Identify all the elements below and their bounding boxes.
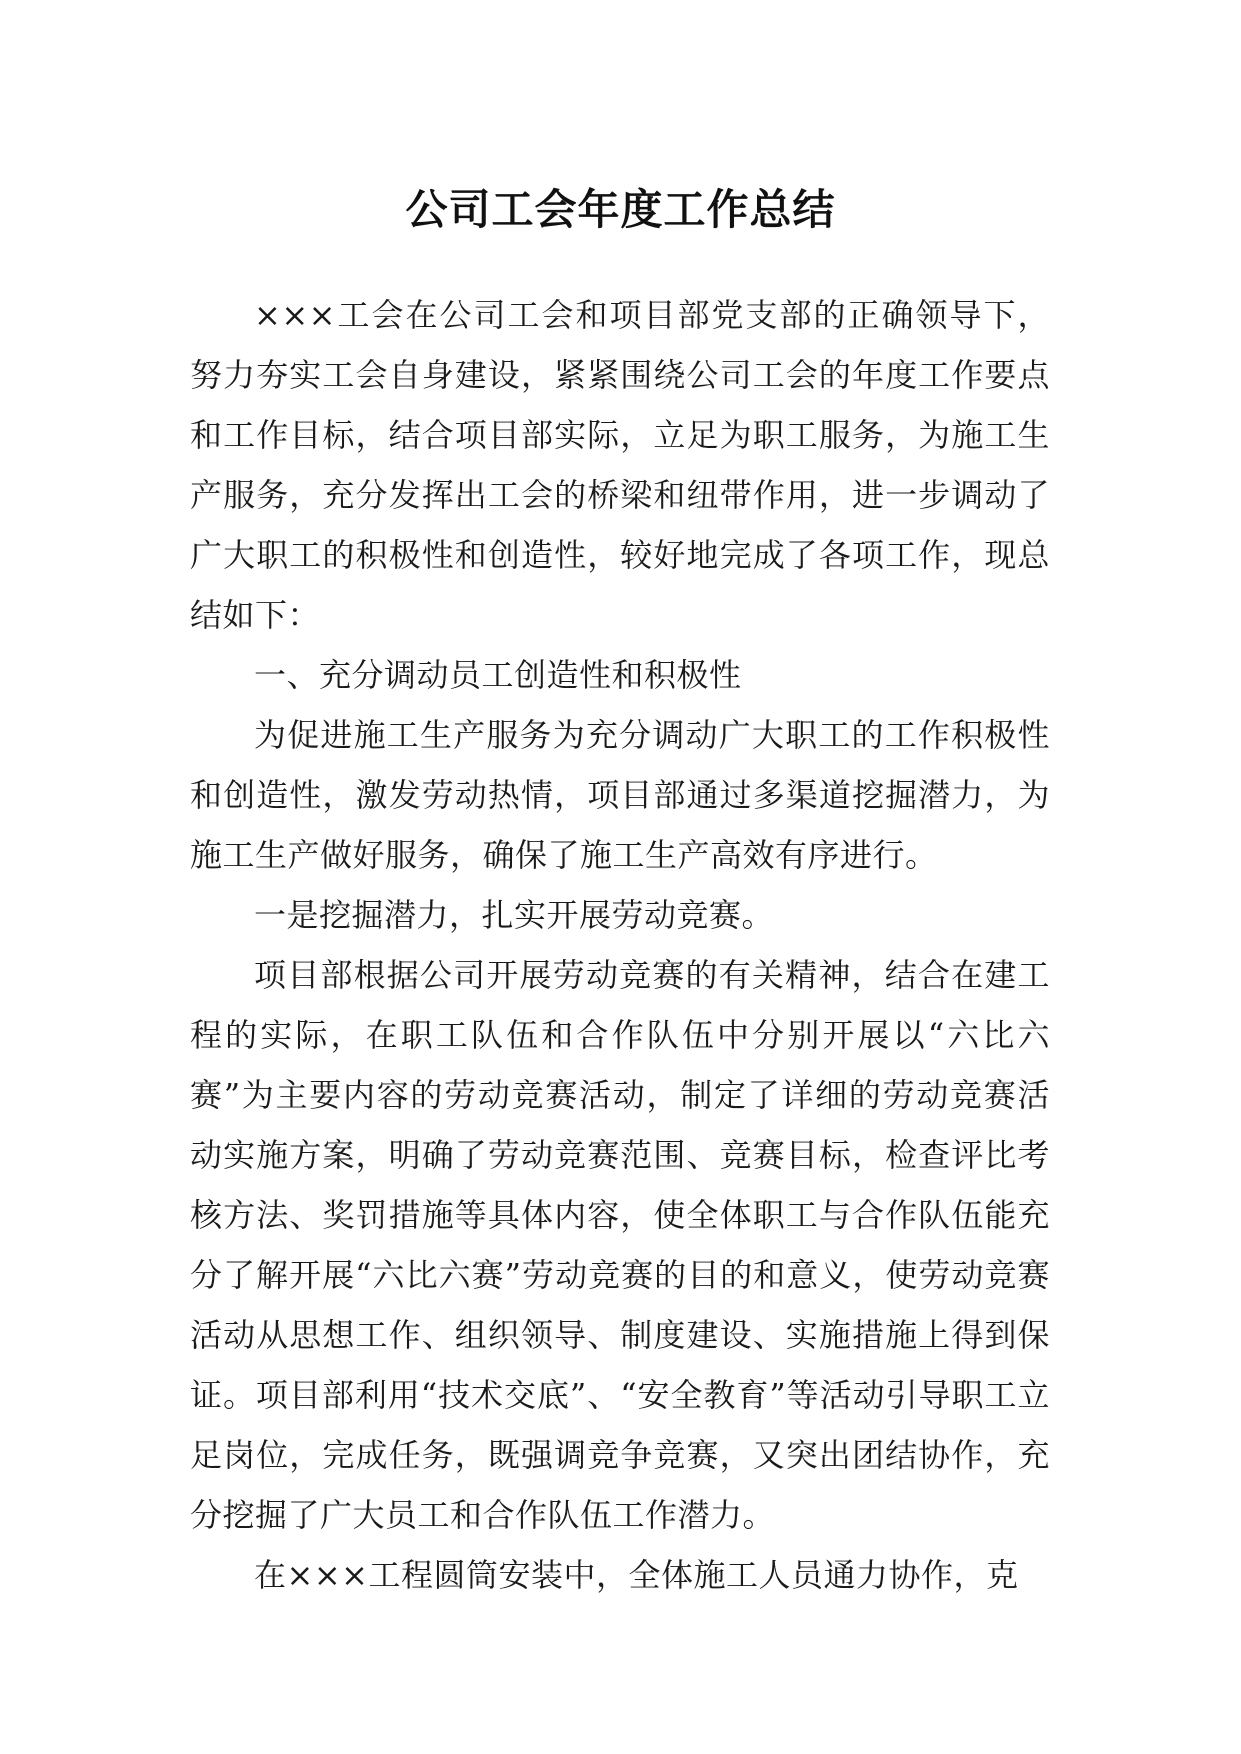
subsection-heading-1: 一是挖掘潜力，扎实开展劳动竞赛。 — [254, 896, 775, 934]
document-title: 公司工会年度工作总结 — [405, 185, 836, 235]
section-heading-1: 一、充分调动员工创造性和积极性 — [254, 656, 742, 694]
project-example-paragraph: 在×××工程圆筒安装中，全体施工人员通力协作，克 — [254, 1556, 1019, 1594]
intro-paragraph: ×××工会在公司工会和项目部党支部的正确领导下，努力夯实工会自身建设，紧紧围绕公司工会的年度工作要点和工作目标，结合项目部实际，立足为职工服务，为施工生产服务，充分发挥出工会的桥梁和纽带作用，进一步调动了广大职工的积极性和创造性，较好地完成了各项工作，现总结如下： — [190, 296, 1050, 634]
labor-competition-paragraph: 项目部根据公司开展劳动竞赛的有关精神，结合在建工程的实际，在职工队伍和合作队伍中分别开展以“六比六赛”为主要内容的劳动竞赛活动，制定了详细的劳动竞赛活动实施方案，明确了劳动竞赛范围、竞赛目标，检查评比考核方法、奖罚措施等具体内容，使全体职工与合作队伍能充分了解开展“六比六赛”劳动竞赛的目的和意义，使劳动竞赛活动从思想工作、组织领导、制度建设、实施措施上得到保证。项目部利用“技术交底”、“安全教育”等活动引导职工立足岗位，完成任务，既强调竞争竞赛，又突出团结协作，充分挖掘了广大员工和合作队伍工作潜力。 — [190, 956, 1050, 1534]
document-body — [190, 285, 1050, 1605]
section-1-paragraph: 为促进施工生产服务为充分调动广大职工的工作积极性和创造性，激发劳动热情，项目部通过多渠道挖掘潜力，为施工生产做好服务，确保了施工生产高效有序进行。 — [190, 716, 1050, 874]
